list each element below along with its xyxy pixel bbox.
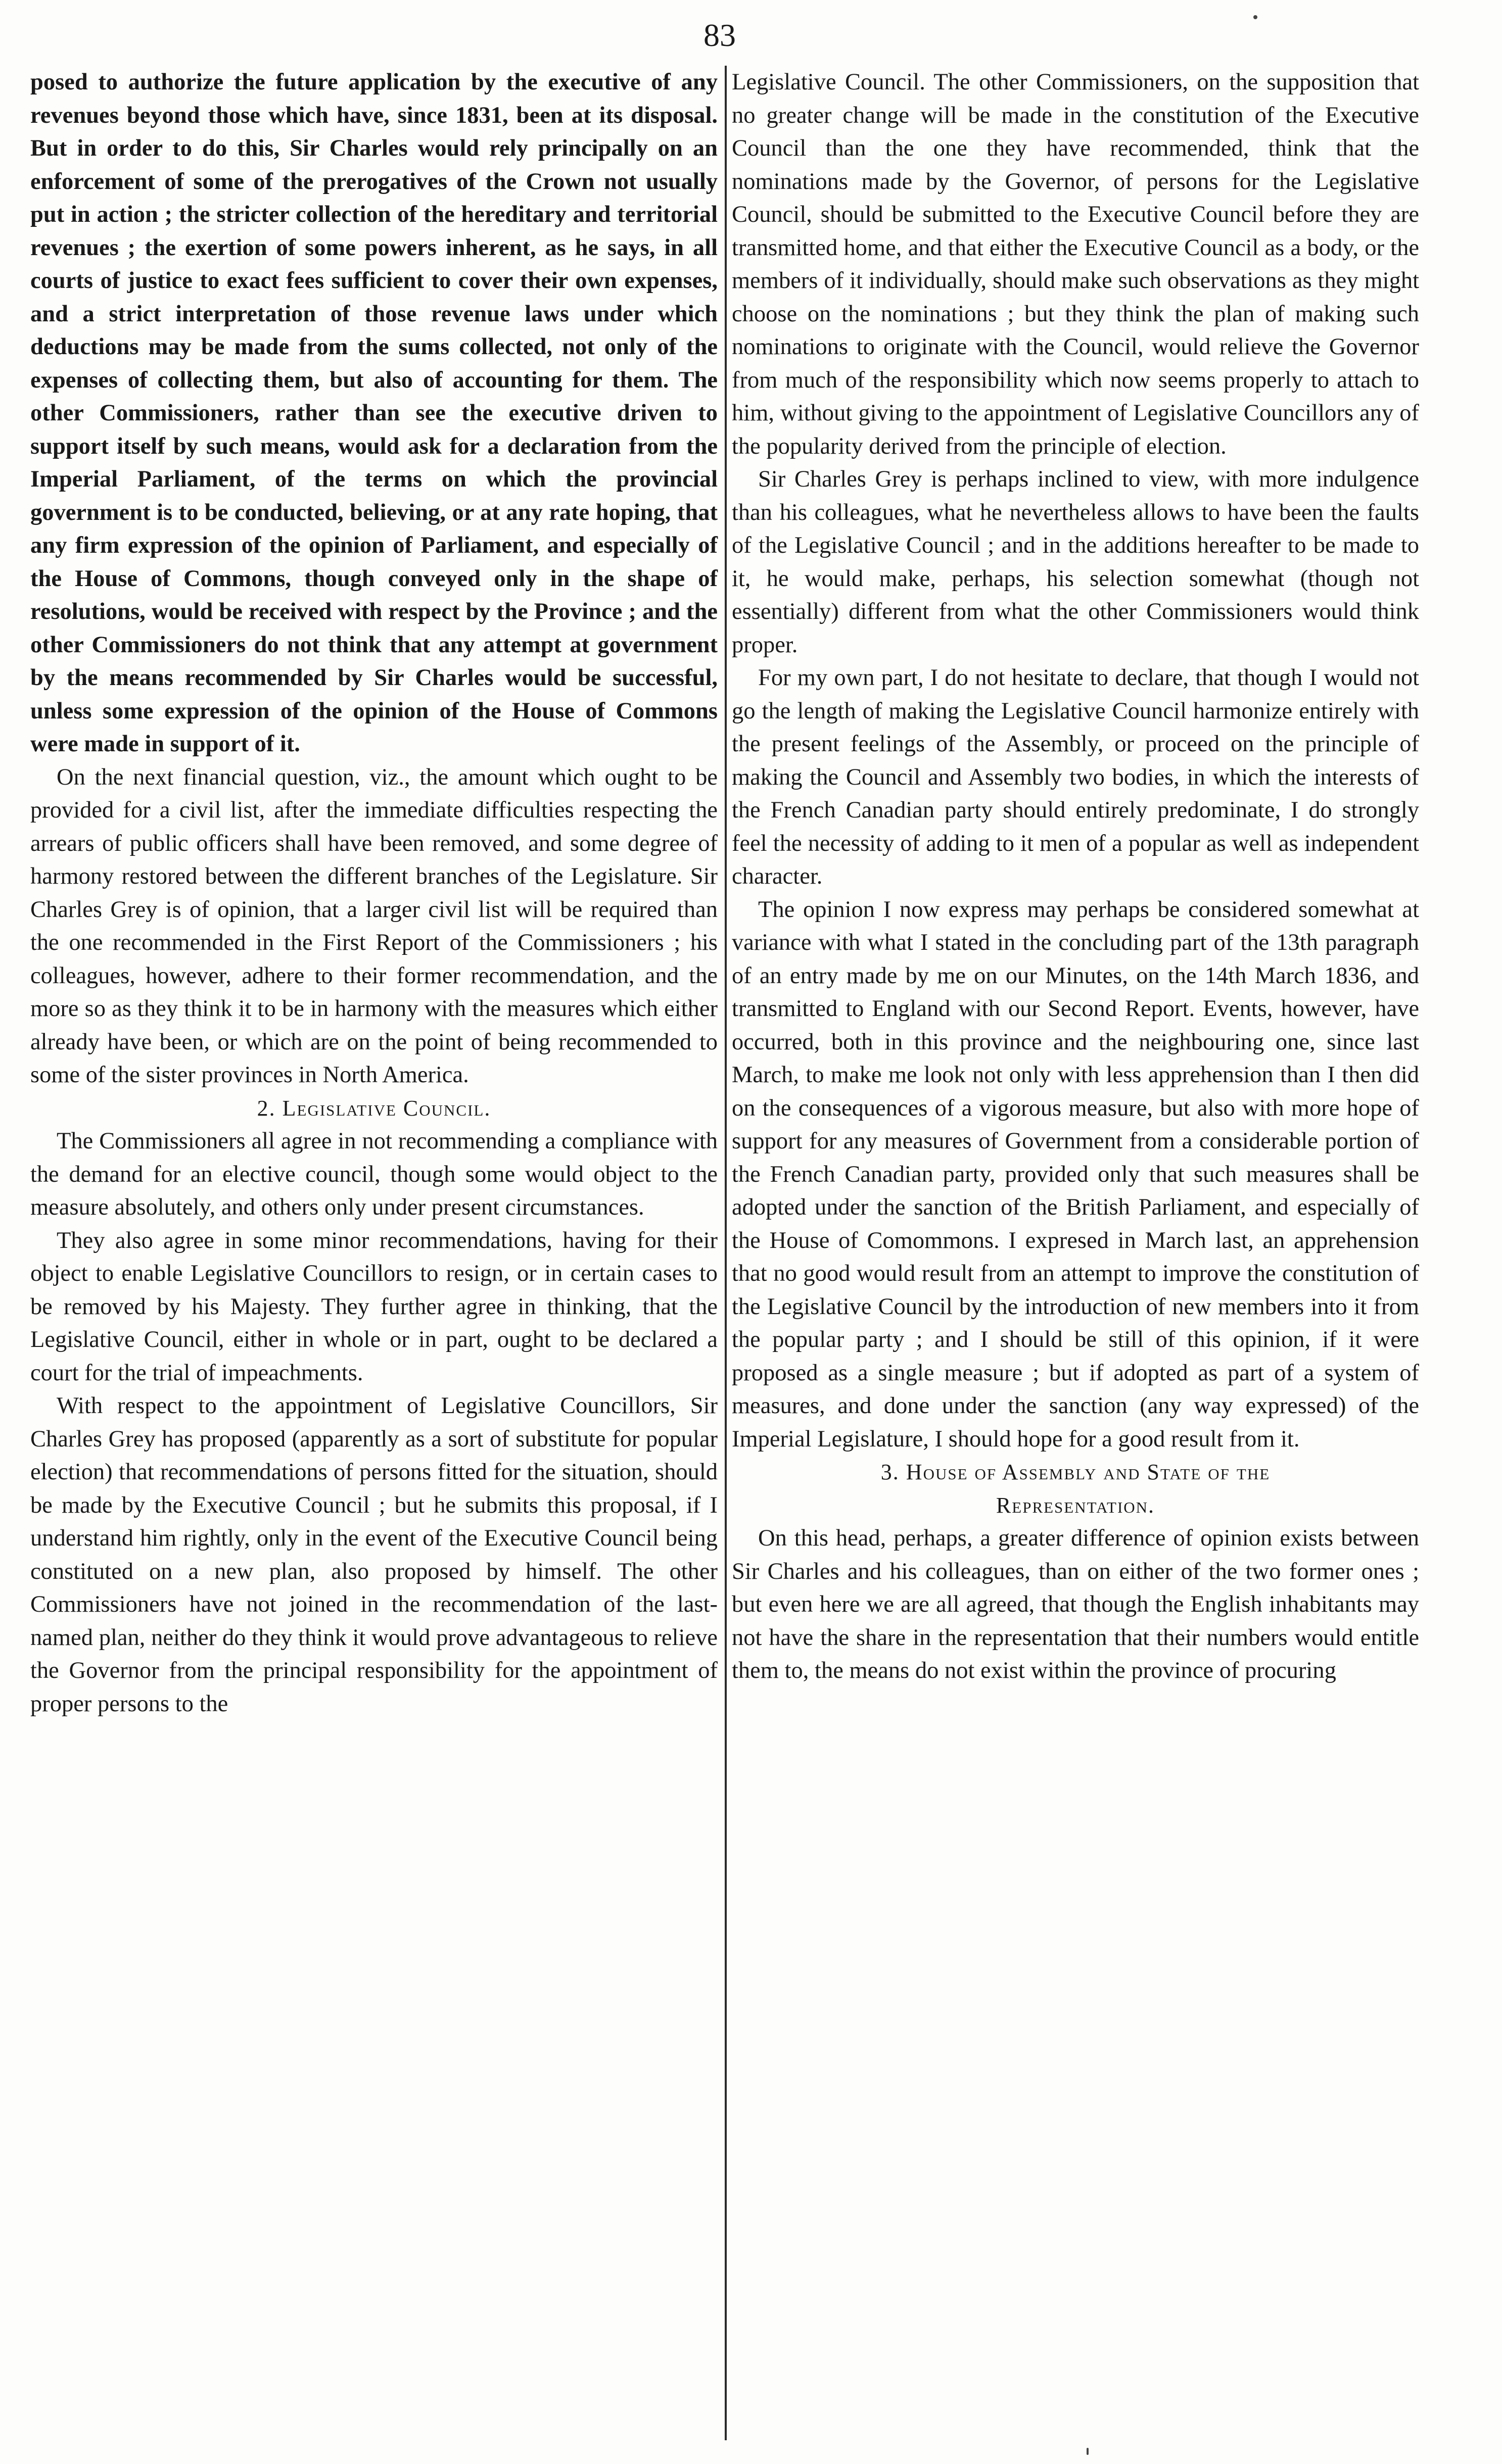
- paragraph: Sir Charles Grey is perhaps inclined to view, with more indulgence than his colleagues, what he nevertheless allows to have been the faults of the Legislative Council ; and in the additions hereafter to be made to it, he would make, perhaps, his selection somewhat (though not essentially) different from what the other Commissioners would think proper.: [732, 466, 1419, 658]
- left-column: [30, 66, 727, 2440]
- paragraph: posed to authorize the future application by the executive of any revenues beyond those which have, since 1831, been at its disposal. But in order to do this, Sir Charles would rely principally on an enforcement of some of the prerogatives of the Crown not usually put in action ; the stricter collection of the hereditary and territorial revenues ; the exertion of some powers inherent, as he says, in all courts of justice to exact fees sufficient to cover their own expenses, and a strict interpretation of those revenue laws under which deductions may be made from the sums collected, not only of the expenses of collecting them, but also of accounting for them. The other Commissioners, rather than see the executive driven to support itself by such means, would ask for a declaration from the Imperial Parliament, of the terms on which the provincial government is to be conducted, believing, or at any rate hoping, that any firm expression of the opinion of Parliament, and especially of the House of Commons, though conveyed only in the shape of resolutions, would be received with respect by the Province ; and the other Commissioners do not think that any attempt at government by the means recommended by Sir Charles would be successful, unless some expression of the opinion of the House of Commons were made in support of it.: [30, 69, 718, 757]
- section-heading: 3. House of Assembly and State of the: [880, 1460, 1271, 1484]
- paragraph: On this head, perhaps, a greater difference of opinion exists between Sir Charles and his colleagues, than on either of the two former ones ; but even here we are all agreed, that though the English inhabitants may not have the share in the representation that their numbers would entitle them to, the means do not exist within the province of procuring: [732, 1525, 1419, 1683]
- paragraph: The opinion I now express may perhaps be considered somewhat at variance with what I stated in the concluding part of the 13th paragraph of an entry made by me on our Minutes, on the 14th March 1836, and transmitted to England with our Second Report. Events, however, have occurred, both in this province and the neighbouring one, since last March, to make me look not only with less apprehension than I then did on the consequences of a vigorous measure, but also with more hope of support for any measures of Government from a considerable portion of the French Canadian party, provided only that such measures shall be adopted under the sanction of the British Parliament, and especially of the House of Comommons. I expresed in March last, an apprehension that no good would result from an attempt to improve the constitution of the Legislative Council by the introduction of new members into it from the popular party ; and I should be still of this opinion, if it were proposed as a single measure ; but if adopted as part of a system of measures, and done under the sanction (any way expressed) of the Imperial Legislature, I should hope for a good result from it.: [732, 896, 1419, 1452]
- section-heading-continued: Representation.: [996, 1492, 1155, 1518]
- paragraph: For my own part, I do not hesitate to declare, that though I would not go the length of making the Legislative Council harmonize entirely with the present feelings of the Assembly, or proceed on the principle of making the Council and Assembly two bodies, in which the interests of the French Canadian party should entirely predominate, I do strongly feel the necessity of adding to it men of a popular as well as independent character.: [732, 665, 1419, 889]
- paragraph: The Commissioners all agree in not recommending a compliance with the demand for an elective council, though some would object to the measure absolutely, and others only under present circumstances.: [30, 1128, 718, 1220]
- section-heading: 2. Legislative Council.: [257, 1095, 491, 1121]
- right-column: [732, 66, 1419, 1687]
- paragraph: They also agree in some minor recommendations, having for their object to enable Legislative Councillors to resign, or in certain cases to be removed by his Majesty. They further agree in thinking, that the Legislative Council, either in whole or in part, ought to be declared a court for the trial of impeachments.: [30, 1227, 718, 1386]
- ink-speck: [1087, 2448, 1089, 2455]
- page-number: 83: [703, 17, 736, 53]
- paragraph: With respect to the appointment of Legislative Councillors, Sir Charles Grey has proposed (apparently as a sort of substitute for popular election) that recommendations of persons fitted for the situation, should be made by the Executive Council ; but he submits this proposal, if I understand him rightly, only in the event of the Executive Council being constituted on a new plan, also proposed by himself. The other Commissioners have not joined in the recommendation of the last-named plan, neither do they think it would prove advantageous to relieve the Governor from the principal responsibility for the appointment of proper persons to the: [30, 1393, 718, 1717]
- paragraph: On the next financial question, viz., the amount which ought to be provided for a civil list, after the immediate difficulties respecting the arrears of public officers shall have been removed, and some degree of harmony restored between the different branches of the Legislature. Sir Charles Grey is of opinion, that a larger civil list will be required than the one recommended in the First Report of the Commissioners ; his colleagues, however, adhere to their former recommendation, and the more so as they think it to be in harmony with the measures which either already have been, or which are on the point of being recommended to some of the sister provinces in North America.: [30, 764, 718, 1088]
- paragraph: Legislative Council. The other Commissioners, on the supposition that no greater change will be made in the constitution of the Executive Council than the one they have recommended, think that the nominations made by the Governor, of persons for the Legislative Council, should be submitted to the Executive Council before they are transmitted home, and that either the Executive Council as a body, or the members of it individually, should make such observations as they might choose on the nominations ; but they think the plan of making such nominations to originate with the Council, would relieve the Governor from much of the responsibility which now seems properly to attach to him, without giving to the appointment of Legislative Councillors any of the popularity derived from the principle of election.: [732, 69, 1419, 459]
- ink-speck: [1253, 15, 1257, 19]
